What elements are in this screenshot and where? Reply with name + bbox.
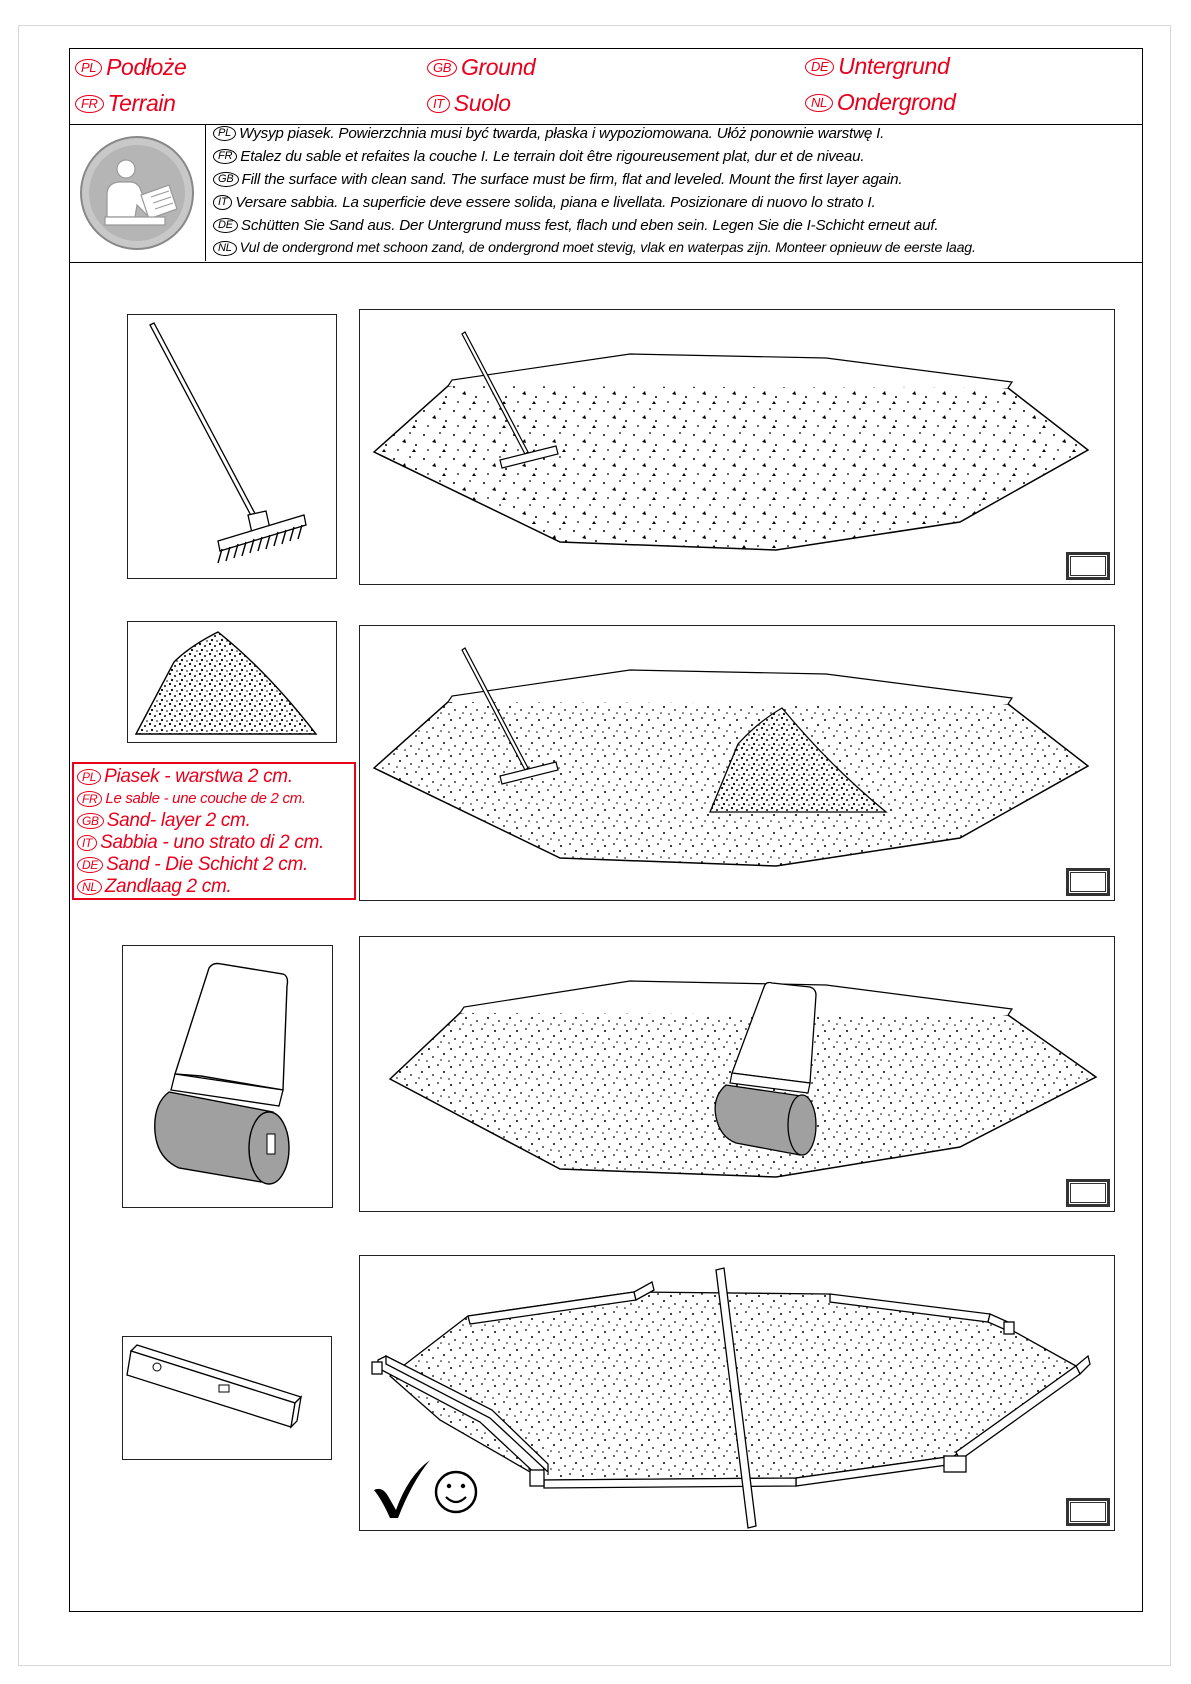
lang-badge: NL xyxy=(213,241,237,256)
lang-badge: FR xyxy=(213,149,237,164)
rake-icon xyxy=(128,315,338,580)
step-number-box xyxy=(1066,552,1110,580)
lang-badge: IT xyxy=(213,195,232,210)
sand-layer-de xyxy=(77,854,351,876)
sand-pile-icon xyxy=(128,622,338,744)
step-2-spread-sand-panel xyxy=(359,625,1115,901)
instruction-text: Wysyp piasek. Powierzchnia musi być twarda, płaska i wypoziomowana. Ułóż ponownie warstwę I. xyxy=(239,125,885,142)
roller-tool-box xyxy=(122,945,333,1208)
sand-layer-text: Le sable - une couche de 2 cm. xyxy=(105,790,306,807)
heading-gb xyxy=(427,54,535,81)
manual-icon-cell xyxy=(69,125,206,261)
lang-badge: GB xyxy=(427,59,457,77)
instruction-text: Etalez du sable et refaites la couche I. Le terrain doit être rigoureusement plat, dur et de niveau. xyxy=(240,148,865,165)
lang-badge: PL xyxy=(213,126,236,141)
sand-layer-it xyxy=(77,832,351,854)
instruction-text: Fill the surface with clean sand. The surface must be firm, flat and leveled. Mount the first layer again. xyxy=(241,171,903,188)
instruction-text: Versare sabbia. La superficie deve essere solida, piana e livellata. Posizionare di nuovo lo strato I. xyxy=(235,194,876,211)
lang-badge: IT xyxy=(77,835,97,851)
spirit-level-icon xyxy=(123,1337,333,1461)
sand-layer-label xyxy=(72,762,356,900)
lawn-roller-icon xyxy=(123,946,334,1209)
sand-layer-text: Piasek - warstwa 2 cm. xyxy=(104,766,293,787)
sand-bed-rolling-drawing xyxy=(360,937,1116,1213)
heading-pl xyxy=(75,54,186,81)
instruction-gb xyxy=(213,171,902,188)
instruction-it xyxy=(213,194,875,211)
step-number-box xyxy=(1066,868,1110,896)
step-3-roll-sand-panel xyxy=(359,936,1115,1212)
lang-badge: DE xyxy=(213,218,238,233)
heading-text: Ondergrond xyxy=(836,89,956,115)
sand-layer-text: Zandlaag 2 cm. xyxy=(104,876,232,897)
heading-it xyxy=(427,90,511,117)
heading-text: Podłoże xyxy=(106,54,187,80)
lang-badge: PL xyxy=(75,59,102,77)
lang-badge: NL xyxy=(805,94,833,112)
checkmark-smiley-icon xyxy=(368,1452,478,1522)
sand-layer-fr xyxy=(77,788,351,810)
read-instructions-icon xyxy=(69,125,206,261)
lang-badge: NL xyxy=(77,879,102,895)
lang-badge: FR xyxy=(77,791,102,807)
lang-badge: DE xyxy=(805,58,834,76)
instruction-text: Schütten Sie Sand aus. Der Untergrund muss fest, flach und eben sein. Legen Sie die I-Schicht erneut auf. xyxy=(240,217,939,234)
step-number-box xyxy=(1066,1498,1110,1526)
heading-text: Ground xyxy=(460,54,536,80)
heading-de xyxy=(805,53,949,80)
title-row xyxy=(69,48,1143,125)
step-number-box xyxy=(1066,1179,1110,1207)
heading-text: Untergrund xyxy=(838,53,950,79)
heading-fr xyxy=(75,90,175,117)
instruction-pl xyxy=(213,125,884,142)
lang-badge: DE xyxy=(77,857,103,873)
rake-tool-box xyxy=(127,314,337,579)
heading-nl xyxy=(805,89,956,116)
instruction-de xyxy=(213,217,938,234)
lang-badge: GB xyxy=(77,813,104,829)
sand-layer-pl xyxy=(77,766,351,788)
lang-badge: GB xyxy=(213,172,239,187)
step-4-level-frame-panel xyxy=(359,1255,1115,1531)
sand-layer-text: Sand- layer 2 cm. xyxy=(106,810,251,831)
instruction-fr xyxy=(213,148,864,165)
heading-text: Suolo xyxy=(453,90,511,116)
sand-layer-nl xyxy=(77,876,351,898)
sand-bed-raking-drawing xyxy=(360,310,1116,586)
lang-badge: PL xyxy=(77,769,101,785)
lang-badge: IT xyxy=(427,95,450,113)
instruction-row xyxy=(69,125,1143,263)
sand-layer-text: Sabbia - uno strato di 2 cm. xyxy=(100,832,325,853)
sand-pile-box xyxy=(127,621,337,743)
lang-badge: FR xyxy=(75,95,104,113)
spirit-level-box xyxy=(122,1336,332,1460)
instruction-text: Vul de ondergrond met schoon zand, de ondergrond moet stevig, vlak en waterpas zijn. Monteer opnieuw de eerste laag. xyxy=(239,240,976,256)
heading-text: Terrain xyxy=(107,90,176,116)
instruction-nl xyxy=(213,240,976,256)
sand-layer-gb xyxy=(77,810,351,832)
sand-layer-text: Sand - Die Schicht 2 cm. xyxy=(106,854,308,875)
step-1-rake-sand-panel xyxy=(359,309,1115,585)
sand-bed-pile-drawing xyxy=(360,626,1116,902)
